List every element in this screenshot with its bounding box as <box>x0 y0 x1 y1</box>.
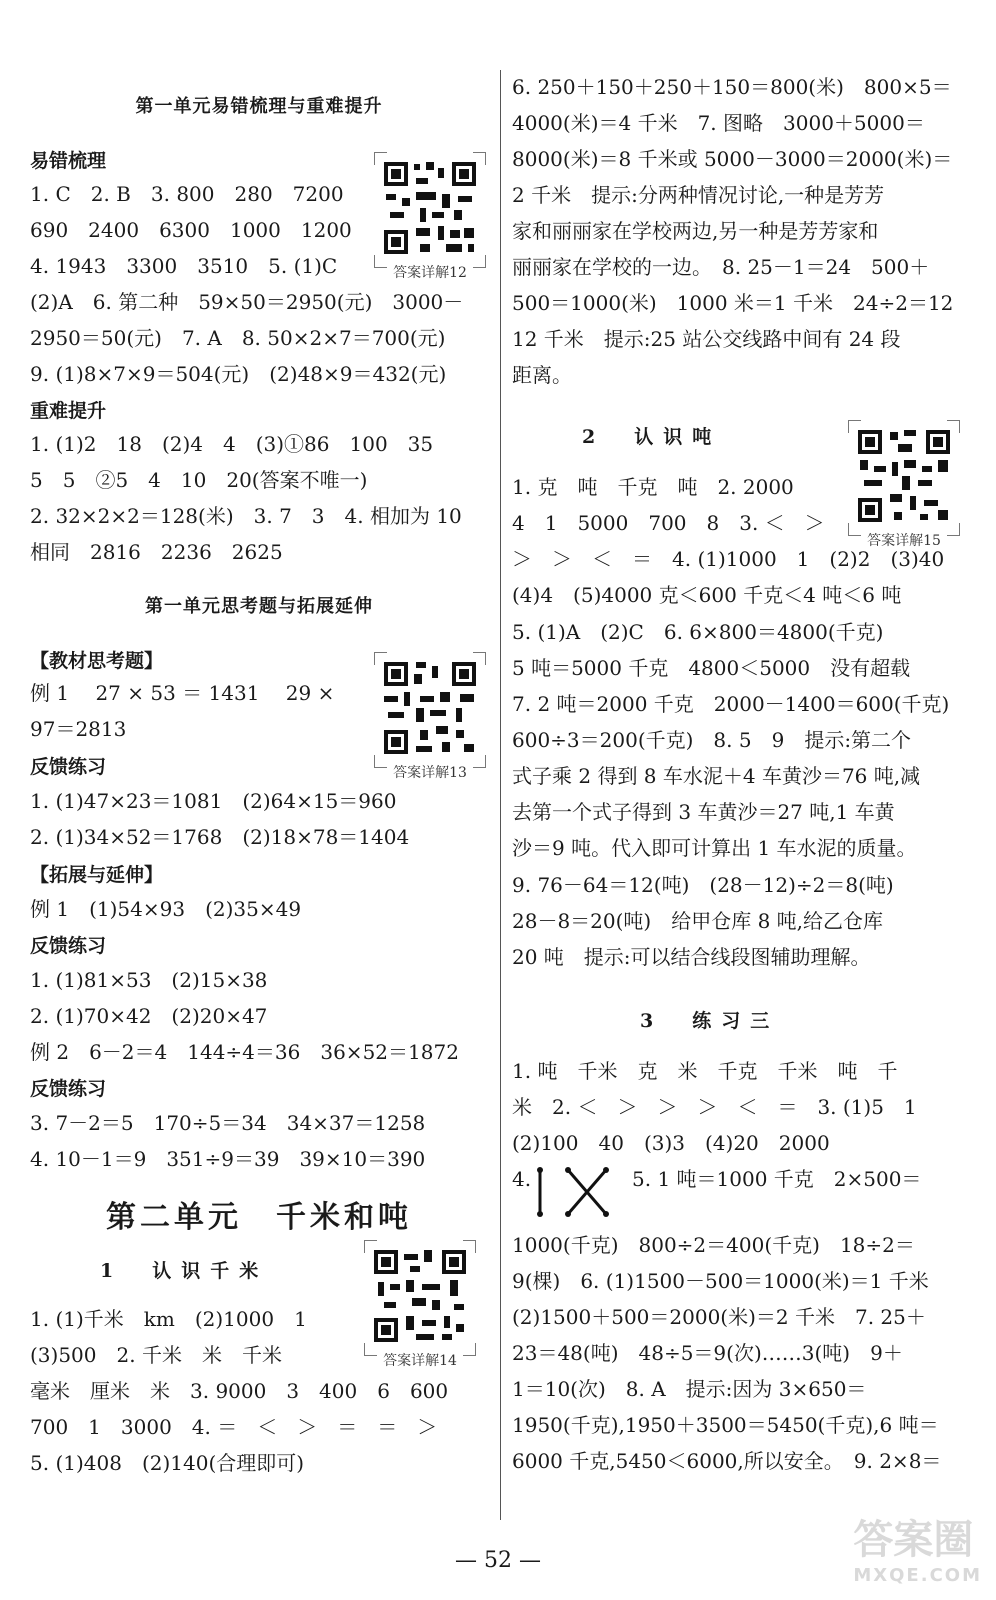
text-line: 2 千米 提示:分两种情况讨论,一种是芳芳 <box>512 183 885 207</box>
text-line: 例 1 27 × 53 ＝ 1431 29 × <box>30 681 335 705</box>
column-divider <box>500 70 501 1520</box>
text-line: 6000 千克,5450＜6000,所以安全。 9. 2×8＝ <box>512 1449 942 1473</box>
text-line: 8000(米)＝8 千米或 5000－3000＝2000(米)＝ <box>512 147 953 171</box>
text-line: 9. 76－64＝12(吨) (28－12)÷2＝8(吨) <box>512 873 894 897</box>
text-line: 相同 2816 2236 2625 <box>30 540 283 564</box>
text-line: (4)4 (5)4000 克＜600 千克＜4 吨＜6 吨 <box>512 583 902 607</box>
label-difficulty-boost: 重难提升 <box>30 400 107 422</box>
text-line: ＞ ＞ ＜ ＝ 4. (1)1000 1 (2)2 (3)40 <box>512 547 945 571</box>
text-line: 2950＝50(元) 7. A 8. 50×2×7＝700(元) <box>30 326 446 350</box>
text-line: 20 吨 提示:可以结合线段图辅助理解。 <box>512 945 871 969</box>
text-line: 4 1 5000 700 8 3. ＜ ＞ <box>512 511 825 535</box>
text-line: 500＝1000(米) 1000 米＝1 千米 24÷2＝12 <box>512 291 954 315</box>
text-line: (3)500 2. 千米 米 千米 <box>30 1343 282 1367</box>
label-feedback-practice: 反馈练习 <box>30 756 107 778</box>
text-line: 丽丽家在学校的一边。 8. 25－1＝24 500＋ <box>512 255 930 279</box>
watermark-text: 答案圈 <box>853 1517 974 1563</box>
unit-title-km-ton: 第二单元 千米和吨 <box>106 1200 412 1235</box>
text-line: 2. (1)34×52＝1768 (2)18×78＝1404 <box>30 825 410 849</box>
text-line: 4. 10－1＝9 351÷9＝39 39×10＝390 <box>30 1147 426 1171</box>
text-line: 4. 1943 3300 3510 5. (1)C <box>30 254 338 278</box>
line-connect-figure-icon <box>534 1164 624 1220</box>
text-line: 28－8＝20(吨) 给甲仓库 8 吨,给乙仓库 <box>512 909 884 933</box>
text-line: (2)100 40 (3)3 (4)20 2000 <box>512 1131 830 1155</box>
qr-pattern-icon <box>854 426 954 526</box>
text-line: 6. 250＋150＋250＋150＝800(米) 800×5＝ <box>512 75 952 99</box>
text-line: 2. 32×2×2＝128(米) 3. 7 3 4. 相加为 10 <box>30 504 462 528</box>
text-line: 5. (1)A (2)C 6. 6×800＝4800(千克) <box>512 620 884 644</box>
qr-code-15[interactable] <box>854 426 954 549</box>
watermark-logo <box>853 1508 982 1586</box>
text-line: 9. (1)8×7×9＝504(元) (2)48×9＝432(元) <box>30 362 447 386</box>
qr-pattern-icon <box>380 658 480 758</box>
lesson-title-practice3: 3 练习三 <box>640 1010 780 1032</box>
text-line: 5 5 ②5 4 10 20(答案不唯一) <box>30 468 368 492</box>
label-feedback-practice: 反馈练习 <box>30 935 107 957</box>
text-line: 距离。 <box>512 363 572 387</box>
text-line: 3. 7－2＝5 170÷5＝34 34×37＝1258 <box>30 1111 426 1135</box>
section-title-unit1-extension: 第一单元思考题与拓展延伸 <box>145 596 373 617</box>
label-textbook-questions: 【教材思考题】 <box>30 650 164 672</box>
text-line: 5. (1)408 (2)140(合理即可) <box>30 1451 305 1475</box>
text-line: 1000(千克) 800÷2＝400(千克) 18÷2＝ <box>512 1233 915 1257</box>
text-line: 例 1 (1)54×93 (2)35×49 <box>30 897 302 921</box>
text-line: 去第一个式子得到 3 车黄沙＝27 吨,1 车黄 <box>512 800 895 824</box>
label-feedback-practice: 反馈练习 <box>30 1078 107 1100</box>
qr-caption: 答案详解15 <box>867 533 941 549</box>
text-line: 2. (1)70×42 (2)20×47 <box>30 1004 268 1028</box>
qr-code-14[interactable] <box>370 1246 470 1369</box>
text-line: 1. (1)81×53 (2)15×38 <box>30 968 268 992</box>
text-line: 700 1 3000 4. ＝ ＜ ＞ ＝ ＝ ＞ <box>30 1415 438 1439</box>
text-line: 式子乘 2 得到 8 车水泥＋4 车黄沙＝76 吨,减 <box>512 764 921 788</box>
text-line: 毫米 厘米 米 3. 9000 3 400 6 600 <box>30 1379 449 1403</box>
text-line: 米 2. ＜ ＞ ＞ ＞ ＜ ＝ 3. (1)5 1 <box>512 1095 917 1119</box>
text-line: 9(棵) 6. (1)1500－500＝1000(米)＝1 千米 <box>512 1269 929 1293</box>
qr-caption: 答案详解12 <box>393 265 467 281</box>
text-line: 家和丽丽家在学校两边,另一种是芳芳家和 <box>512 219 879 243</box>
label-error-review: 易错梳理 <box>30 150 107 172</box>
text-line: 690 2400 6300 1000 1200 <box>30 218 352 242</box>
text-line: 1. 吨 千米 克 米 千克 千米 吨 千 <box>512 1059 898 1083</box>
qr-caption: 答案详解14 <box>383 1353 457 1369</box>
text-line: 5 吨＝5000 千克 4800＜5000 没有超载 <box>512 656 911 680</box>
text-line: 1. C 2. B 3. 800 280 7200 <box>30 182 344 206</box>
text-line: 1. (1)2 18 (2)4 4 (3)①86 100 35 <box>30 432 434 456</box>
text-line: 1＝10(次) 8. A 提示:因为 3×650＝ <box>512 1377 867 1401</box>
qr-code-12[interactable] <box>380 158 480 281</box>
text-line: 1. 克 吨 千克 吨 2. 2000 <box>512 475 794 499</box>
text-line: (2)A 6. 第二种 59×50＝2950(元) 3000－ <box>30 290 464 314</box>
text-line: 4000(米)＝4 千米 7. 图略 3000＋5000＝ <box>512 111 925 135</box>
text-line: 5. 1 吨＝1000 千克 2×500＝ <box>632 1167 922 1191</box>
watermark-url: MXQE.COM <box>853 1565 982 1586</box>
text-line: 1. (1)千米 km (2)1000 1 <box>30 1307 307 1331</box>
text-line: 7. 2 吨＝2000 千克 2000－1400＝600(千克) <box>512 692 950 716</box>
text-line: (2)1500＋500＝2000(米)＝2 千米 7. 25＋ <box>512 1305 926 1329</box>
text-line: 97＝2813 <box>30 717 127 741</box>
text-line: 12 千米 提示:25 站公交线路中间有 24 段 <box>512 327 901 351</box>
qr-code-13[interactable] <box>380 658 480 781</box>
label-extension: 【拓展与延伸】 <box>30 864 164 886</box>
lesson-title-km: 1 认识千米 <box>100 1260 269 1282</box>
qr-caption: 答案详解13 <box>393 765 467 781</box>
page-number: — 52 — <box>455 1548 541 1573</box>
text-line: 例 2 6－2＝4 144÷4＝36 36×52＝1872 <box>30 1040 459 1064</box>
text-line: 23＝48(吨) 48÷5＝9(次)……3(吨) 9＋ <box>512 1341 903 1365</box>
text-line: 1. (1)47×23＝1081 (2)64×15＝960 <box>30 789 397 813</box>
text-line: 沙＝9 吨。代入即可计算出 1 车水泥的质量。 <box>512 836 917 860</box>
qr-pattern-icon <box>370 1246 470 1346</box>
lesson-title-ton: 2 认识吨 <box>582 426 722 448</box>
text-line: 1950(千克),1950＋3500＝5450(千克),6 吨＝ <box>512 1413 939 1437</box>
qr-pattern-icon <box>380 158 480 258</box>
q4-label: 4. <box>512 1167 532 1191</box>
text-line: 600÷3＝200(千克) 8. 5 9 提示:第二个 <box>512 728 912 752</box>
section-title-unit1-errors: 第一单元易错梳理与重难提升 <box>135 96 383 117</box>
